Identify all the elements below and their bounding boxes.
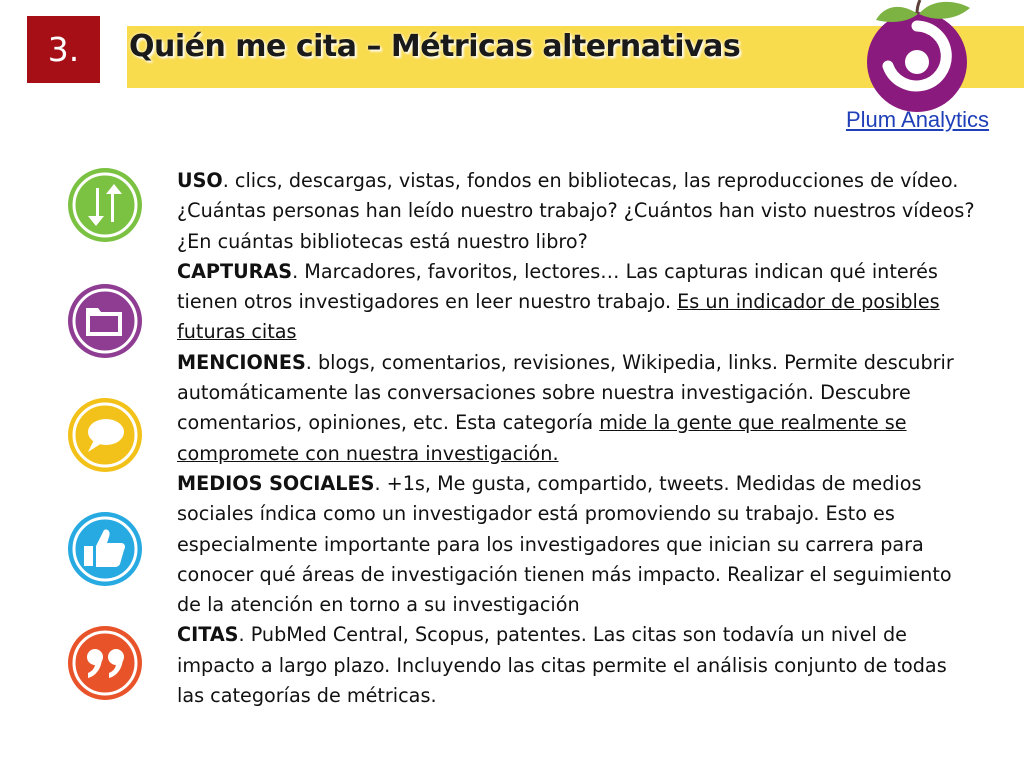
item-label: MENCIONES (177, 350, 306, 374)
item-underline: Es un indicador de posibles futuras citas (177, 290, 940, 344)
item-label: USO (177, 169, 223, 192)
plum-analytics-link[interactable]: Plum Analytics (846, 107, 990, 132)
item-text: . Marcadores, favoritos, lectores… Las capturas indican qué interés tienen otros investigadores en leer nuestro trabajo. (177, 259, 938, 314)
metrics-text (177, 166, 977, 711)
arrows-updown-icon (66, 166, 144, 244)
folder-icon (66, 282, 144, 360)
thumbs-up-icon (66, 510, 144, 588)
slide-number-box (27, 16, 100, 83)
item-text: . +1s, Me gusta, compartido, tweets. Medidas de medios sociales índica como un investigador está promoviendo su trabajo. Esto es especialmente importante para los investigadores que inician su carrera para conocer qué áreas de investigación tienen más impacto. Realizar el seguimiento de la atención en torno a su investigación (177, 471, 952, 617)
item-medios-sociales (177, 469, 977, 620)
item-label: CITAS (177, 623, 239, 647)
quote-icon (66, 624, 144, 702)
item-uso (177, 166, 977, 257)
item-capturas (177, 257, 977, 348)
item-text: . clics, descargas, vistas, fondos en bibliotecas, las reproducciones de vídeo. ¿Cuántas personas han leído nuestro trabajo? ¿Cuántos han visto nuestros vídeos? ¿En cuántas bibliotecas está nuestro libro? (177, 169, 975, 253)
plum-logo (860, 0, 990, 115)
slide-number: 3. (47, 30, 80, 69)
page-title: Quién me cita – Métricas alternativas (129, 29, 741, 64)
item-citas (177, 620, 977, 711)
item-label: MEDIOS SOCIALES (177, 471, 375, 495)
speech-bubble-icon (66, 396, 144, 474)
item-text: . PubMed Central, Scopus, patentes. Las citas son todavía un nivel de impacto a largo plazo. Incluyendo las citas permite el análisis conjunto de todas las categorías de métricas. (177, 623, 947, 708)
item-text: . blogs, comentarios, revisiones, Wikipedia, links. Permite descubrir automáticamente las conversaciones sobre nuestra investigación. Descubre comentarios, opiniones, etc. Esta categoría (177, 350, 954, 435)
item-label: CAPTURAS (177, 259, 293, 283)
item-underline: mide la gente que realmente se compromete con nuestra investigación. (177, 411, 907, 465)
item-menciones (177, 348, 977, 469)
